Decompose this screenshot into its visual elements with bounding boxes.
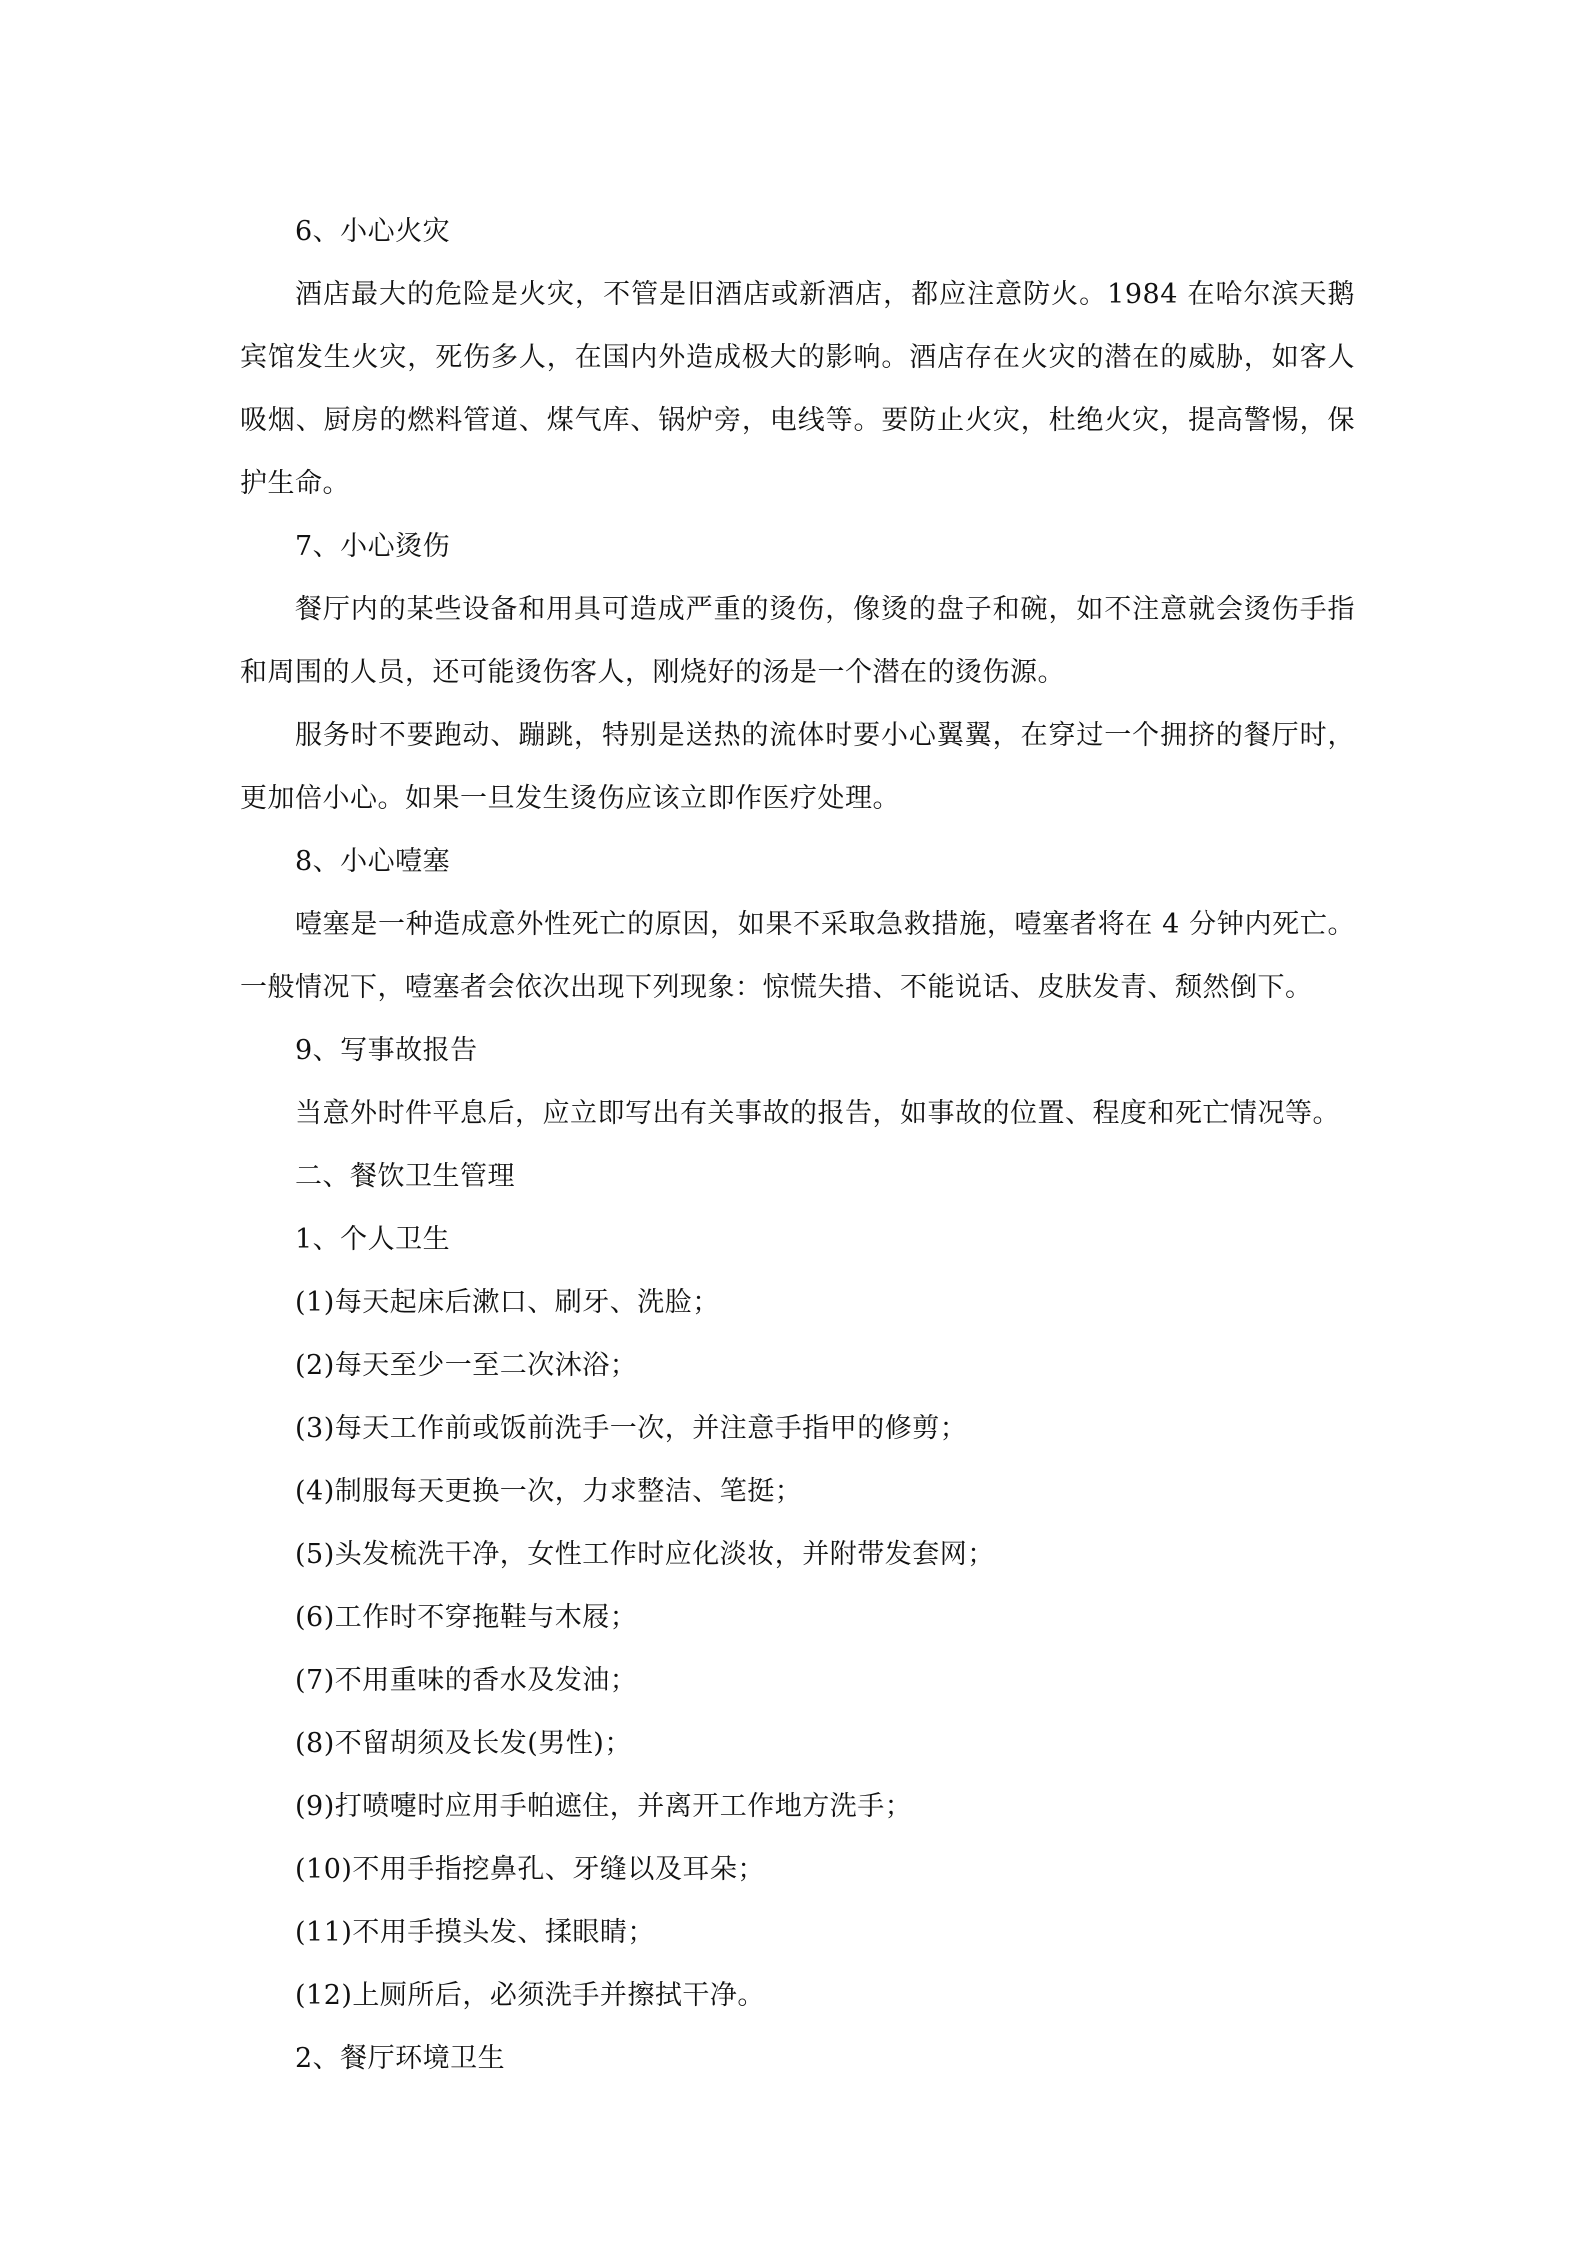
list-item: (7)不用重味的香水及发油；	[295, 1665, 638, 1696]
list-item: (3)每天工作前或饭前洗手一次，并注意手指甲的修剪；	[295, 1413, 968, 1444]
section-heading-report: 9、写事故报告	[295, 1035, 478, 1066]
list-item: (5)头发梳洗干净，女性工作时应化淡妆，并附带发套网；	[295, 1539, 995, 1570]
section-heading-personal-hygiene: 1、个人卫生	[295, 1224, 451, 1255]
list-item: (4)制服每天更换一次，力求整洁、笔挺；	[295, 1476, 803, 1507]
list-item: (2)每天至少一至二次沐浴；	[295, 1350, 638, 1381]
section-heading-choking: 8、小心噎塞	[295, 846, 451, 877]
section-heading-environment-hygiene: 2、餐厅环境卫生	[295, 2043, 506, 2074]
paragraph-burns-2: 服务时不要跑动、蹦跳，特别是送热的流体时要小心翼翼，在穿过一个拥挤的餐厅时，更加倍小心。如果一旦发生烫伤应该立即作医疗处理。	[240, 720, 1355, 814]
paragraph-fire: 酒店最大的危险是火灾，不管是旧酒店或新酒店，都应注意防火。1984 在哈尔滨天鹅宾馆发生火灾，死伤多人，在国内外造成极大的影响。酒店存在火灾的潜在的威胁，如客人吸烟、厨房的燃料管道、煤气库、锅炉旁，电线等。要防止火灾，杜绝火灾，提高警惕，保护生命。	[240, 279, 1355, 499]
paragraph-report: 当意外时件平息后，应立即写出有关事故的报告，如事故的位置、程度和死亡情况等。	[295, 1098, 1340, 1129]
section-heading-burns: 7、小心烫伤	[295, 531, 451, 562]
section-heading-fire: 6、小心火灾	[295, 216, 451, 247]
list-item: (1)每天起床后漱口、刷牙、洗脸；	[295, 1287, 720, 1318]
list-item: (10)不用手指挖鼻孔、牙缝以及耳朵；	[295, 1854, 765, 1885]
list-item: (12)上厕所后，必须洗手并擦拭干净。	[295, 1980, 765, 2011]
list-item: (9)打喷嚏时应用手帕遮住，并离开工作地方洗手；	[295, 1791, 913, 1822]
list-item: (8)不留胡须及长发(男性)；	[295, 1728, 632, 1759]
paragraph-choking: 噎塞是一种造成意外性死亡的原因，如果不采取急救措施，噎塞者将在 4 分钟内死亡。一般情况下，噎塞者会依次出现下列现象：惊慌失措、不能说话、皮肤发青、颓然倒下。	[240, 909, 1355, 1003]
paragraph-burns-1: 餐厅内的某些设备和用具可造成严重的烫伤，像烫的盘子和碗，如不注意就会烫伤手指和周围的人员，还可能烫伤客人，刚烧好的汤是一个潜在的烫伤源。	[240, 594, 1355, 688]
document-body	[240, 200, 1355, 2090]
list-item: (11)不用手摸头发、揉眼睛；	[295, 1917, 655, 1948]
chapter-heading-hygiene: 二、餐饮卫生管理	[295, 1161, 515, 1192]
list-item: (6)工作时不穿拖鞋与木屐；	[295, 1602, 638, 1633]
